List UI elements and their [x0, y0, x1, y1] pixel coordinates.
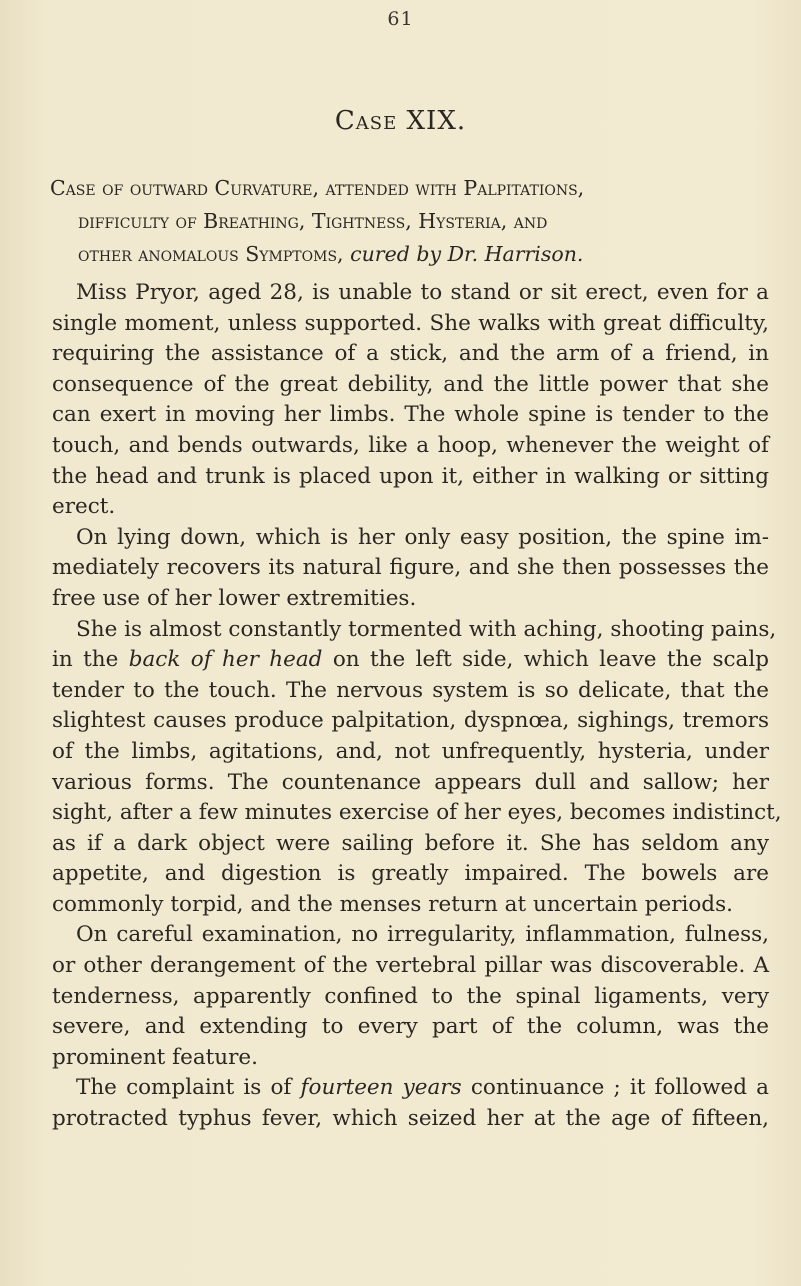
text-line: or other derangement of the vertebral pillar was discoverable. A: [52, 953, 769, 979]
text-line: mediately recovers its natural figure, and she then possesses the: [52, 555, 769, 581]
text-line: Miss Pryor, aged 28, is unable to stand or sit erect, even for a: [76, 280, 769, 305]
text-line: of the limbs, agitations, and, not unfrequently, hysteria, under: [52, 738, 769, 764]
text-line: touch, and bends outwards, like a hoop, whenever the weight of: [52, 432, 769, 458]
text-line: [52, 1073, 769, 1104]
text-run: The complaint is of: [76, 1075, 292, 1101]
text-line: protracted typhus fever, which seized her at the age of fifteen,: [52, 1106, 769, 1132]
text-line: slightest causes produce palpitation, dyspnœa, sighings, tremors: [52, 708, 769, 734]
text-line: as if a dark object were sailing before it. She has seldom any: [52, 830, 769, 856]
text-line: various forms. The countenance appears dull and sallow; her: [52, 769, 769, 795]
text-line: She is almost constantly tormented with aching, shooting pains,: [76, 616, 777, 642]
headnote-line: [50, 238, 758, 271]
text-line: the head and trunk is placed upon it, either in walking or sitting: [52, 463, 769, 489]
headnote-line: difficulty of Breathing, Tightness, Hysteria, and: [78, 209, 548, 233]
text-line: requiring the assistance of a stick, and the arm of a friend, in: [52, 341, 769, 367]
text-line: can exert in moving her limbs. The whole spine is tender to the: [52, 402, 769, 428]
headnote-italic-text: cured by Dr. Harrison.: [350, 242, 584, 266]
text-line: sight, after a few minutes exercise of her eyes, becomes indistinct,: [52, 800, 782, 826]
text-line: appetite, and digestion is greatly impaired. The bowels are: [52, 861, 769, 887]
body-text: [52, 278, 782, 1135]
text-run: in the: [52, 647, 119, 673]
text-line: single moment, unless supported. She walks with great difficulty,: [52, 310, 769, 336]
italic-text: fourteen years: [300, 1075, 462, 1101]
page-number: 61: [387, 8, 414, 30]
text-line: prominent feature.: [52, 1044, 258, 1070]
case-title: Case XIX.: [334, 106, 467, 136]
case-headnote: [50, 172, 758, 271]
text-line: erect.: [52, 494, 116, 520]
text-run: on the left side, which leave the scalp: [332, 647, 769, 673]
text-line: On careful examination, no irregularity, inflammation, fulness,: [76, 922, 769, 948]
text-line: tender to the touch. The nervous system is so delicate, that the: [52, 677, 769, 703]
text-run: continuance ; it followed a: [470, 1075, 769, 1101]
headnote-line: Case of outward Curvature, attended with Palpitations,: [50, 176, 585, 200]
italic-text: back of her head: [128, 647, 323, 673]
text-line: severe, and extending to every part of the column, was the: [52, 1014, 769, 1040]
text-line: tenderness, apparently confined to the spinal ligaments, very: [52, 983, 769, 1009]
text-line: free use of her lower extremities.: [52, 585, 417, 611]
text-line: On lying down, which is her only easy position, the spine im-: [76, 524, 769, 550]
text-line: [52, 645, 769, 676]
headnote-text: other anomalous Symptoms,: [78, 242, 344, 266]
text-line: consequence of the great debility, and the little power that she: [52, 371, 769, 397]
text-line: commonly torpid, and the menses return at uncertain periods.: [52, 891, 733, 917]
